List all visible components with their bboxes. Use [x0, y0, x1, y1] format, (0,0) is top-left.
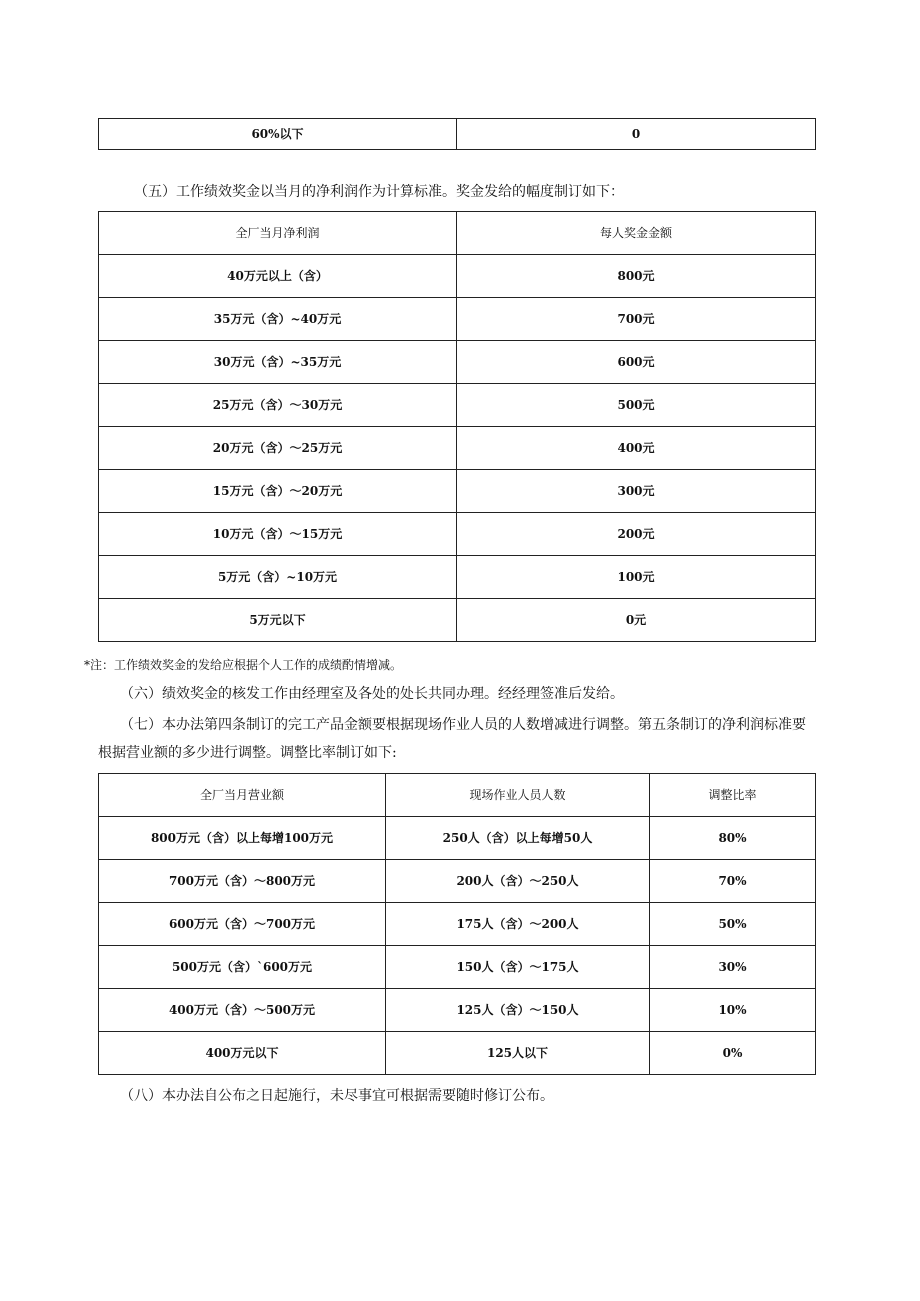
table-cell: 200人（含）～250人 [386, 860, 650, 903]
table-row [99, 298, 816, 341]
table-cell: 700元 [457, 298, 816, 341]
table-cell: 40万元以上（含） [99, 255, 457, 298]
footnote: *注：工作绩效奖金的发给应根据个人工作的成绩酌情增减。 [84, 658, 403, 672]
table-cell: 400元 [457, 427, 816, 470]
column-header: 全厂当月净利润 [99, 212, 457, 255]
table-cell: 5万元（含）~10万元 [99, 556, 457, 599]
table-row [99, 470, 816, 513]
table-row [99, 817, 816, 860]
table-row [99, 599, 816, 642]
table-cell: 25万元（含）～30万元 [99, 384, 457, 427]
paragraph-5: （五）工作绩效奖金以当月的净利润作为计算标准。奖金发给的幅度制订如下： [134, 184, 624, 200]
table-cell: 500万元（含）`600万元 [99, 946, 386, 989]
threshold-table-tail [98, 118, 816, 150]
table-cell: 175人（含）～200人 [386, 903, 650, 946]
table-row [99, 556, 816, 599]
table-cell: 500元 [457, 384, 816, 427]
table-cell: 400万元以下 [99, 1032, 386, 1075]
table-row [99, 384, 816, 427]
table-cell: 800元 [457, 255, 816, 298]
table-cell: 0% [650, 1032, 816, 1075]
table-row [99, 513, 816, 556]
table-cell: 150人（含）～175人 [386, 946, 650, 989]
column-header: 每人奖金金额 [457, 212, 816, 255]
table-cell: 0 [457, 119, 816, 150]
table-cell: 125人以下 [386, 1032, 650, 1075]
table-cell: 15万元（含）～20万元 [99, 470, 457, 513]
column-header: 现场作业人员人数 [386, 774, 650, 817]
table-row [99, 903, 816, 946]
table-cell: 300元 [457, 470, 816, 513]
table-cell: 5万元以下 [99, 599, 457, 642]
table-cell: 70% [650, 860, 816, 903]
table-row [99, 989, 816, 1032]
table-cell: 800万元（含）以上每增100万元 [99, 817, 386, 860]
column-header: 调整比率 [650, 774, 816, 817]
table-cell: 125人（含）～150人 [386, 989, 650, 1032]
table-cell: 35万元（含）~40万元 [99, 298, 457, 341]
paragraph-6: （六）绩效奖金的核发工作由经理室及各处的处长共同办理。经经理签准后发给。 [120, 686, 624, 702]
table-row [99, 341, 816, 384]
table-cell: 50% [650, 903, 816, 946]
table-row [99, 255, 816, 298]
table-cell: 600元 [457, 341, 816, 384]
paragraph-8: （八）本办法自公布之日起施行，未尽事宜可根据需要随时修订公布。 [120, 1088, 554, 1104]
table-cell: 700万元（含）～800万元 [99, 860, 386, 903]
table-cell: 30% [650, 946, 816, 989]
adjustment-ratio-table [98, 773, 816, 1075]
table-header-row [99, 212, 816, 255]
table-header-row [99, 774, 816, 817]
table-cell: 100元 [457, 556, 816, 599]
table-row [99, 427, 816, 470]
table-cell: 30万元（含）~35万元 [99, 341, 457, 384]
column-header: 全厂当月营业额 [99, 774, 386, 817]
table-cell: 10% [650, 989, 816, 1032]
table-cell: 20万元（含）～25万元 [99, 427, 457, 470]
table-cell: 60%以下 [99, 119, 457, 150]
profit-bonus-table [98, 211, 816, 642]
table-row [99, 946, 816, 989]
table-cell: 80% [650, 817, 816, 860]
table-cell: 10万元（含）～15万元 [99, 513, 457, 556]
table-row [99, 860, 816, 903]
table-cell: 600万元（含）～700万元 [99, 903, 386, 946]
paragraph-7: （七）本办法第四条制订的完工产品金额要根据现场作业人员的人数增减进行调整。第五条制订的净利润标准要根据营业额的多少进行调整。调整比率制订如下: [98, 717, 806, 761]
table-row [99, 1032, 816, 1075]
table-row [99, 119, 816, 150]
table-cell: 250人（含）以上每增50人 [386, 817, 650, 860]
table-cell: 200元 [457, 513, 816, 556]
table-cell: 0元 [457, 599, 816, 642]
table-cell: 400万元（含）～500万元 [99, 989, 386, 1032]
